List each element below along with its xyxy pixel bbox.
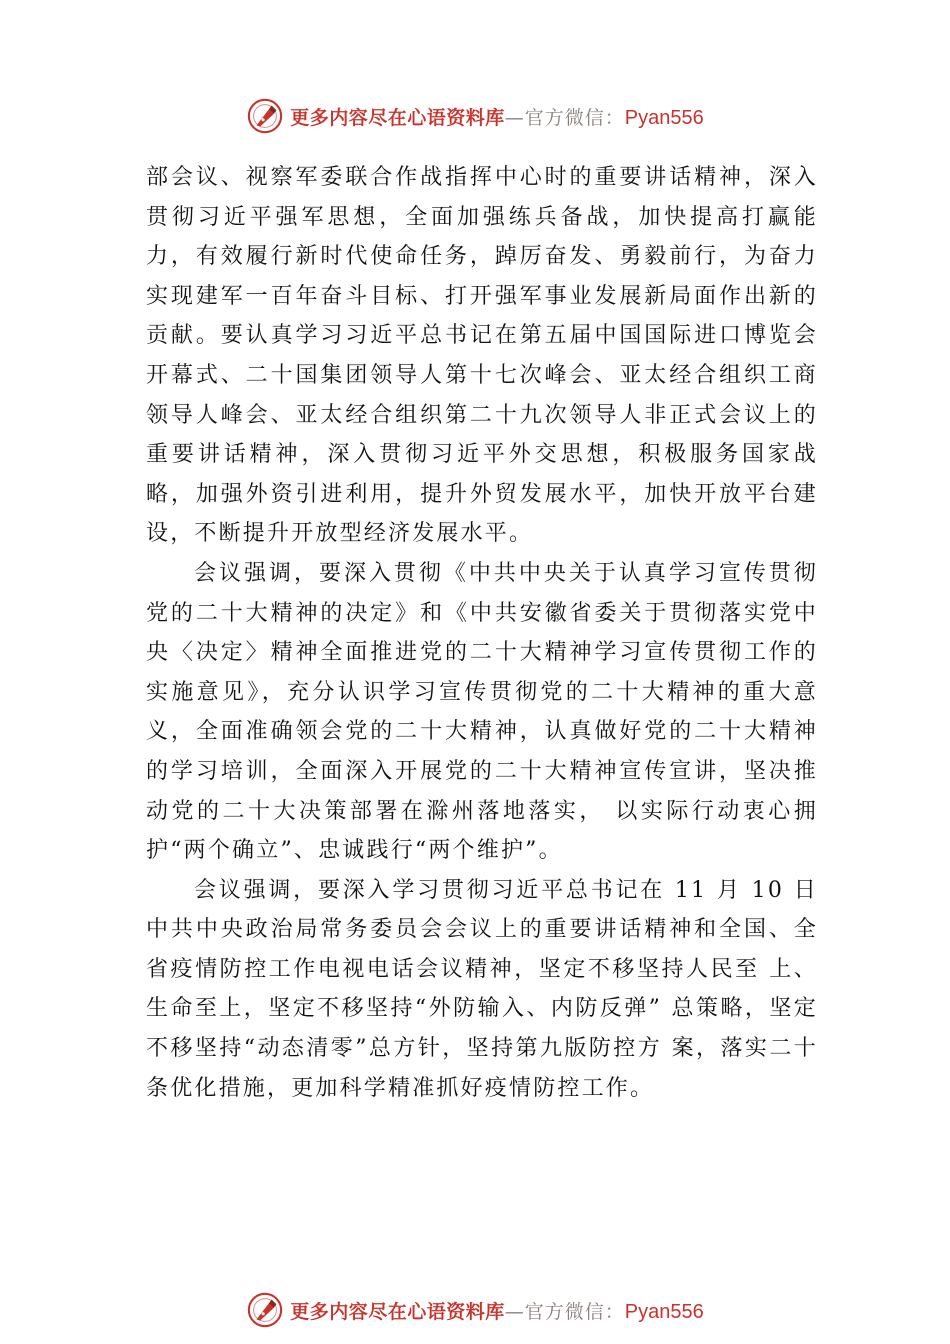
- paragraph-1: 部会议、视察军委联合作战指挥中心时的重要讲话精神，深入贯彻习近平强军思想，全面加强练兵备战，加快提高打赢能力，有效履行新时代使命任务，踔厉奋发、勇毅前行，为奋力实现建军一百年奋斗目标、打开强军事业发展新局面作出新的贡献。要认真学习习近平总书记在第五届中国国际进口博览会开幕式、二十国集团领导人第十七次峰会、亚太经合组织工商领导人峰会、亚太经合组织第二十九次领导人非正式会议上的重要讲话精神，深入贯彻习近平外交思想，积极服务国家战略，加强外资引进利用，提升外贸发展水平，加快开放平台建设，不断提升开放型经济发展水平。: [146, 165, 818, 547]
- watermark-official-label: 官方微信：: [524, 1300, 625, 1323]
- watermark-brand: 更多内容尽在心语资料库: [290, 1300, 505, 1323]
- document-body: [146, 158, 818, 1108]
- watermark-text: [290, 1297, 704, 1324]
- watermark-separator: —: [504, 1300, 525, 1323]
- watermark-brand: 更多内容尽在心语资料库: [290, 106, 505, 129]
- footer-watermark: [0, 1288, 950, 1332]
- watermark-official-label: 官方微信：: [524, 106, 625, 129]
- watermark-wechat-id: Pyan556: [624, 106, 704, 129]
- pen-nib-logo-icon: [246, 97, 284, 135]
- watermark-separator: —: [504, 106, 525, 129]
- watermark-wechat-id: Pyan556: [624, 1300, 704, 1323]
- paragraph-2: 会议强调，要深入贯彻《中共中央关于认真学习宣传贯彻党的二十大精神的决定》和《中共安徽省委关于贯彻落实党中央〈决定〉精神全面推进党的二十大精神学习宣传贯彻工作的实施意见》，充分认识学习宣传贯彻党的二十大精神的重大意义，全面准确领会党的二十大精神，认真做好党的二十大精神的学习培训，全面深入开展党的二十大精神宣传宣讲，坚决推动党的二十大决策部署在滁州落地落实， 以实际行动衷心拥护“两个确立”、忠诚践行“两个维护”。: [146, 560, 818, 864]
- pen-nib-logo-icon: [246, 1291, 284, 1329]
- header-watermark: [0, 94, 950, 138]
- watermark-text: [290, 103, 704, 130]
- paragraph-3: 会议强调，要深入学习贯彻习近平总书记在 11 月 10 日中共中央政治局常务委员会会议上的重要讲话精神和全国、全省疫情防控工作电视电话会议精神，坚定不移坚持人民至 上、生命至上，坚定不移坚持“外防输入、内防反弹” 总策略，坚定不移坚持“动态清零”总方针，坚持第九版防控方 案，落实二十条优化措施，更加科学精准抓好疫情防控工作。: [146, 877, 818, 1101]
